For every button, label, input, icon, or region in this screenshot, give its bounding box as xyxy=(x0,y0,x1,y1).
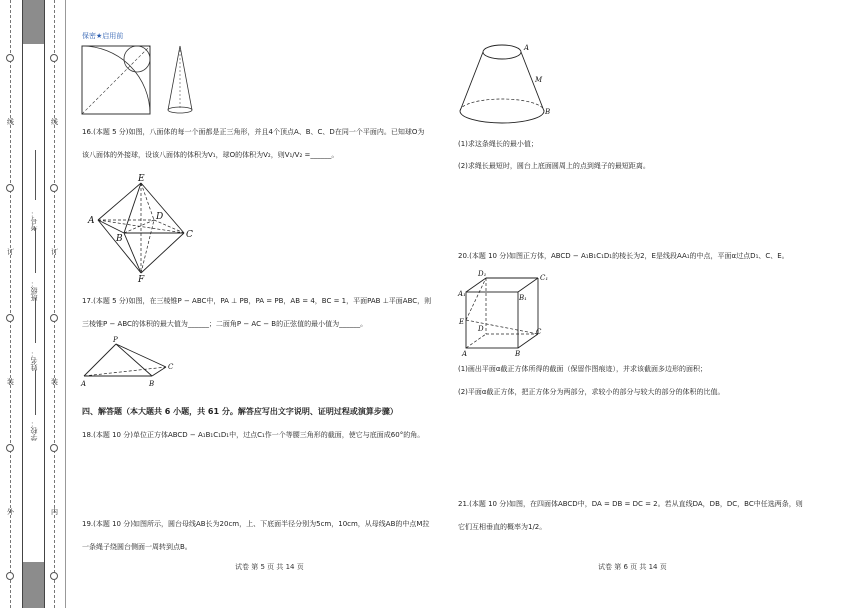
label-B: B xyxy=(515,350,521,358)
label-A1: A₁ xyxy=(458,290,466,298)
q20-part2: (2)平面α截正方体，把正方体分为两部分，求较小的部分与较大的部分的体积的比值。 xyxy=(458,388,725,396)
tetrahedron-figure xyxy=(80,336,180,390)
exam-number-blank xyxy=(35,150,36,200)
q-figure-square-cone xyxy=(82,44,212,118)
confidential-label: 保密★启用前 xyxy=(82,32,124,40)
label-C1: C₁ xyxy=(540,274,549,282)
margin-border-left xyxy=(22,0,23,608)
label-C: C xyxy=(168,363,174,371)
label-D: D xyxy=(478,325,484,333)
label-A: A xyxy=(81,380,87,388)
q21-line1: 21.(本题 10 分)如图，在四面体ABCD中，DA = DB = DC = 2。若从直线DA，DB，DC，BC中任选两条，则 xyxy=(458,500,803,508)
label-P: P xyxy=(113,336,118,344)
q20-text: 20.(本题 10 分)如图正方体，ABCD − A₁B₁C₁D₁的棱长为2，E是线段AA₁的中点，平面α过点D₁、C、E。 xyxy=(458,252,789,260)
q20-part1: (1)画出平面α截正方体所得的截面（保留作图痕迹），并求该截面多边形的面积； xyxy=(458,365,708,373)
margin-hole xyxy=(50,184,58,192)
q18-text: 18.(本题 10 分)单位正方体ABCD − A₁B₁C₁D₁中，过点C₁作一个等腰三角形的截面，使它与底面成60°的角。 xyxy=(82,431,425,439)
margin-hole xyxy=(6,314,14,322)
q16-line2: 该八面体的外接球，设该八面体的体积为V₁，球O的体积为V₂，则V₁/V₂ =______。 xyxy=(82,151,339,159)
label-C: C xyxy=(186,230,193,240)
exam-number-label: 考号： xyxy=(30,210,38,231)
margin-gray-top xyxy=(22,0,44,44)
label-A: A xyxy=(462,350,468,358)
name-blank xyxy=(35,298,36,343)
label-D: D xyxy=(156,212,164,222)
binding-margin xyxy=(0,0,66,608)
label-D1: D₁ xyxy=(478,270,487,278)
footer-right: 试卷 第 6 页 共 14 页 xyxy=(598,563,667,571)
footer-left: 试卷 第 5 页 共 14 页 xyxy=(235,563,304,571)
label-E: E xyxy=(459,318,465,326)
margin-hole xyxy=(6,54,14,62)
outer-mark-zhuang: 装 xyxy=(7,378,14,386)
margin-hole xyxy=(6,184,14,192)
margin-hole xyxy=(6,444,14,452)
q16-line1: 16.(本题 5 分)如图，八面体的每一个面都是正三角形，并且4个顶点A、B、C、D在同一个平面内。已知球O为 xyxy=(82,128,425,136)
margin-hole xyxy=(50,572,58,580)
label-B: B xyxy=(545,108,551,116)
label-F: F xyxy=(138,275,145,285)
cube-figure xyxy=(458,268,550,358)
class-blank xyxy=(35,228,36,273)
inner-mark-line: 线 xyxy=(51,118,58,126)
class-label: 班级： xyxy=(30,280,38,301)
q19-part2: (2)求绳长最短时，圆台上底面圆周上的点到绳子的最短距离。 xyxy=(458,162,650,170)
margin-hole xyxy=(6,572,14,580)
label-B: B xyxy=(149,380,155,388)
q19-line2: 一条绳子绕圆台侧面一周转到点B。 xyxy=(82,543,192,551)
margin-hole xyxy=(50,314,58,322)
q17-line2: 三棱锥P − ABC的体积的最大值为______；二面角P − AC − B的正弦值的最小值为______。 xyxy=(82,320,368,328)
octahedron-figure xyxy=(86,175,198,283)
q19-part1: (1)求这条绳长的最小值； xyxy=(458,140,538,148)
label-B1: B₁ xyxy=(519,294,527,302)
inner-mark-zhuang: 装 xyxy=(51,378,58,386)
outer-mark-line: 线 xyxy=(7,118,14,126)
section-heading: 四、解答题（本大题共 6 小题，共 61 分。解答应写出文字说明、证明过程或演算步骤） xyxy=(82,407,398,416)
school-blank xyxy=(35,370,36,415)
label-C: C xyxy=(536,328,542,336)
label-M: M xyxy=(535,76,543,84)
q19-line1: 19.(本题 10 分)如图所示，圆台母线AB长为20cm，上、下底面半径分别为5cm，10cm，从母线AB的中点M拉 xyxy=(82,520,430,528)
margin-gray-bottom xyxy=(22,562,44,608)
margin-hole xyxy=(50,444,58,452)
page-edge xyxy=(65,0,66,608)
margin-border-right xyxy=(44,0,45,608)
school-label: 学校： xyxy=(30,420,38,441)
frustum-figure xyxy=(456,42,556,132)
outer-mark-ding: 订 xyxy=(7,248,14,256)
q17-line1: 17.(本题 5 分)如图，在三棱锥P − ABC中，PA ⊥ PB，PA = PB，AB = 4，BC = 1，平面PAB ⊥平面ABC，则 xyxy=(82,297,432,305)
label-E: E xyxy=(138,174,145,184)
outer-mark-wai: 外 xyxy=(7,508,14,516)
label-B: B xyxy=(116,234,123,244)
label-A: A xyxy=(88,216,95,226)
margin-hole xyxy=(50,54,58,62)
inner-mark-nei: 内 xyxy=(51,508,58,516)
name-label: 姓名： xyxy=(30,350,38,371)
inner-mark-ding: 订 xyxy=(51,248,58,256)
label-A: A xyxy=(524,44,530,52)
q21-line2: 它们互相垂直的概率为1/2。 xyxy=(458,523,547,531)
